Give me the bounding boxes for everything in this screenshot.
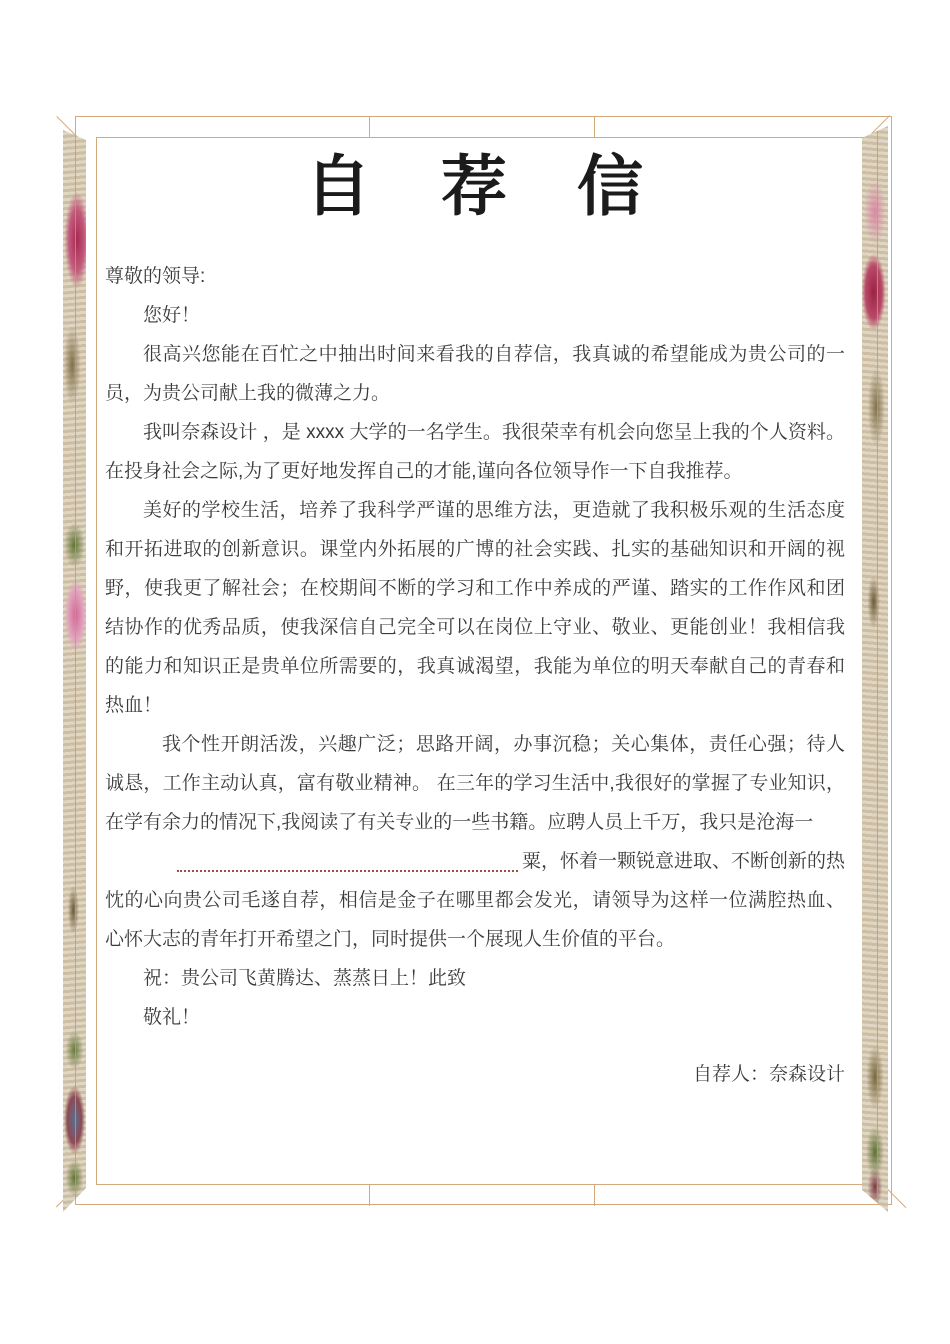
- letter-line-fragment: 粟，怀着一颗锐意进取、不断创新的热: [521, 851, 845, 873]
- letter-paragraph-continued: [105, 842, 845, 881]
- letter-paragraph: 忱的心向贵公司毛遂自荐，相信是金子在哪里都会发光，请领导为这样一位满腔热血、心怀大志的青年打开希望之门，同时提供一个展现人生价值的平台。: [105, 890, 845, 951]
- frame-divider-tick: [369, 116, 370, 137]
- letter-greeting: 您好！: [143, 305, 201, 327]
- letter-title: 自 荐 信: [305, 149, 645, 223]
- floral-border-right: [862, 122, 888, 1212]
- letter-signature: 自荐人：奈森设计: [692, 1064, 845, 1086]
- floral-border-left: [63, 120, 86, 1212]
- letter-paragraph: 美好的学校生活，培养了我科学严谨的思维方法，更造就了我积极乐观的生活态度和开拓进取的创新意识。课堂内外拓展的广博的社会实践、扎实的基础知识和开阔的视野，使我更了解社会；在校期间不断的学习和工作中养成的严谨、踏实的工作作风和团结协作的优秀品质，使我深信自己完全可以在岗位上守业、敬业、更能创业！我相信我的能力和知识正是贵单位所需要的，我真诚渴望，我能为单位的明天奉献自己的青春和热血！: [105, 500, 845, 717]
- letter-salutation: 尊敬的领导:: [105, 266, 206, 288]
- letter-wish: 祝：贵公司飞黄腾达、蒸蒸日上！此致: [143, 968, 467, 990]
- letter-body: [105, 142, 845, 1094]
- frame-divider-tick: [594, 116, 595, 137]
- frame-divider-tick: [594, 1185, 595, 1206]
- frame-divider-tick: [369, 1185, 370, 1206]
- letter-salute: 敬礼！: [143, 1007, 201, 1029]
- letter-paragraph: 很高兴您能在百忙之中抽出时间来看我的自荐信，我真诚的希望能成为贵公司的一员，为贵公司献上我的微薄之力。: [105, 344, 845, 405]
- letter-paragraph: 我个性开朗活泼，兴趣广泛；思路开阔，办事沉稳；关心集体，责任心强；待人诚恳，工作主动认真，富有敬业精神。 在三年的学习生活中,我很好的掌握了专业知识，在学有余力的情况下,我阅读了有关专业的一些书籍。应聘人员上千万，我只是沧海一: [105, 734, 845, 834]
- dotted-rule: [177, 870, 518, 872]
- letter-paragraph: 我叫奈森设计 ，是 xxxx 大学的一名学生。我很荣幸有机会向您呈上我的个人资料。在投身社会之际,为了更好地发挥自己的才能,谨向各位领导作一下自我推荐。: [105, 422, 845, 483]
